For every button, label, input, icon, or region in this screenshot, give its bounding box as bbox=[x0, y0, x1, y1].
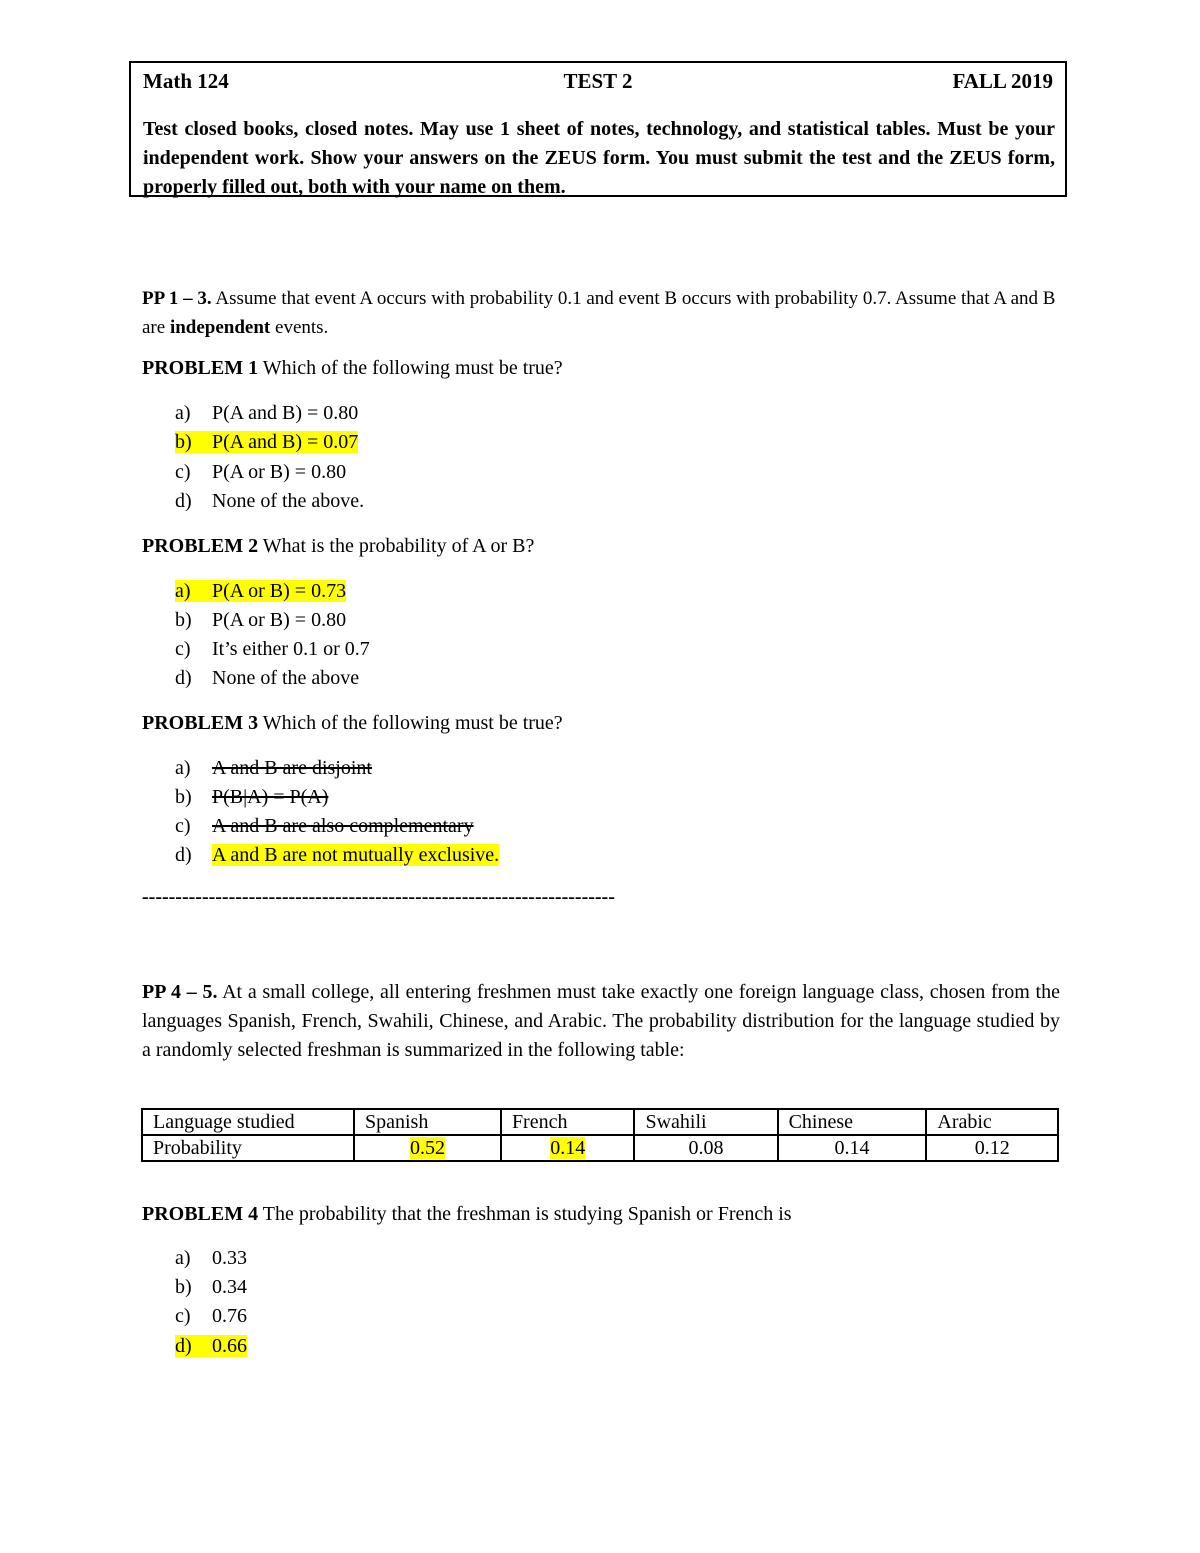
option-text-struck: A and B are disjoint bbox=[212, 757, 372, 779]
table-row bbox=[142, 1109, 1058, 1135]
language-probability-table bbox=[141, 1108, 1059, 1162]
option-letter: c) bbox=[175, 461, 191, 483]
option-text-highlighted: 0.66 bbox=[212, 1335, 247, 1357]
problem-3-option-c bbox=[175, 812, 474, 840]
option-letter: a) bbox=[175, 580, 191, 602]
problem-1-question bbox=[142, 354, 563, 382]
term-label: FALL 2019 bbox=[952, 69, 1053, 93]
problem-3-label: PROBLEM 3 bbox=[142, 712, 259, 734]
pp4-5-intro bbox=[142, 978, 1060, 1065]
test-instructions: Test closed books, closed notes. May use 1 sheet of notes, technology, and statistical tables. Must be your independent work. Show your answers on the ZEUS form. You must submit the test and the ZEUS form, properly filled out, both with your name on them. bbox=[143, 118, 1055, 198]
problem-1-option-a bbox=[175, 399, 358, 427]
option-text-highlighted: P(A or B) = 0.73 bbox=[212, 580, 347, 602]
option-letter: c) bbox=[175, 1305, 191, 1327]
problem-2-option-c bbox=[175, 635, 370, 663]
option-text: P(A or B) = 0.80 bbox=[212, 609, 347, 631]
section-separator: ----------------------------------------------------------------------- bbox=[142, 886, 615, 908]
option-letter: a) bbox=[175, 402, 191, 424]
table-cell: Probability bbox=[142, 1135, 354, 1161]
option-letter: d) bbox=[175, 844, 192, 866]
table-cell-highlighted: 0.14 bbox=[550, 1137, 586, 1159]
problem-4-question bbox=[142, 1200, 792, 1228]
pp1-3-text-end: events. bbox=[270, 317, 329, 338]
problem-2-question bbox=[142, 532, 534, 560]
option-letter: a) bbox=[175, 757, 191, 779]
problem-1-option-b bbox=[175, 428, 358, 456]
option-letter: a) bbox=[175, 1247, 191, 1269]
problem-4-text: The probability that the freshman is studying Spanish or French is bbox=[258, 1203, 792, 1225]
option-letter: b) bbox=[175, 609, 192, 631]
pp4-5-text: At a small college, all entering freshmen must take exactly one foreign language class, chosen from the languages Spanish, French, Swahili, Chinese, and Arabic. The probability distribution for the language studied by a randomly selected freshman is summarized in the following table: bbox=[142, 981, 1060, 1061]
problem-4-option-b bbox=[175, 1273, 247, 1301]
table-header-cell: Chinese bbox=[778, 1109, 927, 1135]
table-cell bbox=[354, 1135, 501, 1161]
problem-2-option-d bbox=[175, 664, 359, 692]
test-title: TEST 2 bbox=[563, 69, 633, 93]
option-letter: d) bbox=[175, 667, 192, 689]
problem-2-label: PROBLEM 2 bbox=[142, 535, 259, 557]
problem-4-label: PROBLEM 4 bbox=[142, 1203, 259, 1225]
option-text: P(A and B) = 0.80 bbox=[212, 402, 359, 424]
problem-3-option-a bbox=[175, 754, 372, 782]
table-cell bbox=[501, 1135, 635, 1161]
problem-3-text: Which of the following must be true? bbox=[258, 712, 563, 734]
option-letter: b) bbox=[175, 1276, 192, 1298]
option-letter: c) bbox=[175, 638, 191, 660]
problem-1-option-d bbox=[175, 487, 364, 515]
problem-4-option-d bbox=[175, 1332, 247, 1360]
header-row bbox=[143, 69, 1053, 95]
problem-1-text: Which of the following must be true? bbox=[258, 357, 563, 379]
problem-3-option-d bbox=[175, 841, 499, 869]
option-text-highlighted: A and B are not mutually exclusive. bbox=[212, 844, 500, 866]
pp1-3-text: Assume that event A occurs with probability 0.1 and event B occurs with probability 0.7. Assume that A and B are bbox=[142, 288, 1056, 338]
table-cell: 0.14 bbox=[778, 1135, 927, 1161]
problem-3-question bbox=[142, 709, 563, 737]
table-header-cell: Arabic bbox=[926, 1109, 1058, 1135]
option-text-struck: P(B|A) = P(A) bbox=[212, 786, 329, 808]
table-header-cell: Spanish bbox=[354, 1109, 501, 1135]
option-text-highlighted: P(A and B) = 0.07 bbox=[212, 431, 359, 453]
table-cell-highlighted: 0.52 bbox=[409, 1137, 445, 1159]
option-text: 0.34 bbox=[212, 1276, 247, 1298]
pp1-3-intro bbox=[142, 284, 1060, 342]
option-text: None of the above. bbox=[212, 490, 365, 512]
option-text: 0.76 bbox=[212, 1305, 247, 1327]
table-row bbox=[142, 1135, 1058, 1161]
table-header-cell: Swahili bbox=[634, 1109, 777, 1135]
problem-2-option-b bbox=[175, 606, 346, 634]
option-text: It’s either 0.1 or 0.7 bbox=[212, 638, 370, 660]
option-letter: b) bbox=[175, 431, 192, 453]
pp4-5-label: PP 4 – 5. bbox=[142, 981, 218, 1003]
problem-1-option-c bbox=[175, 458, 346, 486]
pp1-3-label: PP 1 – 3. bbox=[142, 288, 212, 309]
course-title: Math 124 bbox=[143, 69, 229, 93]
table-header-cell: Language studied bbox=[142, 1109, 354, 1135]
option-letter: c) bbox=[175, 815, 191, 837]
problem-4-option-a bbox=[175, 1244, 247, 1272]
problem-2-text: What is the probability of A or B? bbox=[258, 535, 535, 557]
test-header-box bbox=[129, 61, 1067, 197]
problem-4-option-c bbox=[175, 1302, 247, 1330]
pp1-3-bold-word: independent bbox=[169, 317, 271, 338]
option-letter: b) bbox=[175, 786, 192, 808]
problem-3-option-b bbox=[175, 783, 328, 811]
option-text-struck: A and B are also complementary bbox=[212, 815, 474, 837]
option-text: None of the above bbox=[212, 667, 360, 689]
option-text: P(A or B) = 0.80 bbox=[212, 461, 347, 483]
table-header-cell: French bbox=[501, 1109, 635, 1135]
option-letter: d) bbox=[175, 490, 192, 512]
problem-2-option-a bbox=[175, 577, 346, 605]
table-cell: 0.12 bbox=[926, 1135, 1058, 1161]
option-text: 0.33 bbox=[212, 1247, 247, 1269]
problem-1-label: PROBLEM 1 bbox=[142, 357, 259, 379]
table-cell: 0.08 bbox=[634, 1135, 777, 1161]
option-letter: d) bbox=[175, 1335, 192, 1357]
